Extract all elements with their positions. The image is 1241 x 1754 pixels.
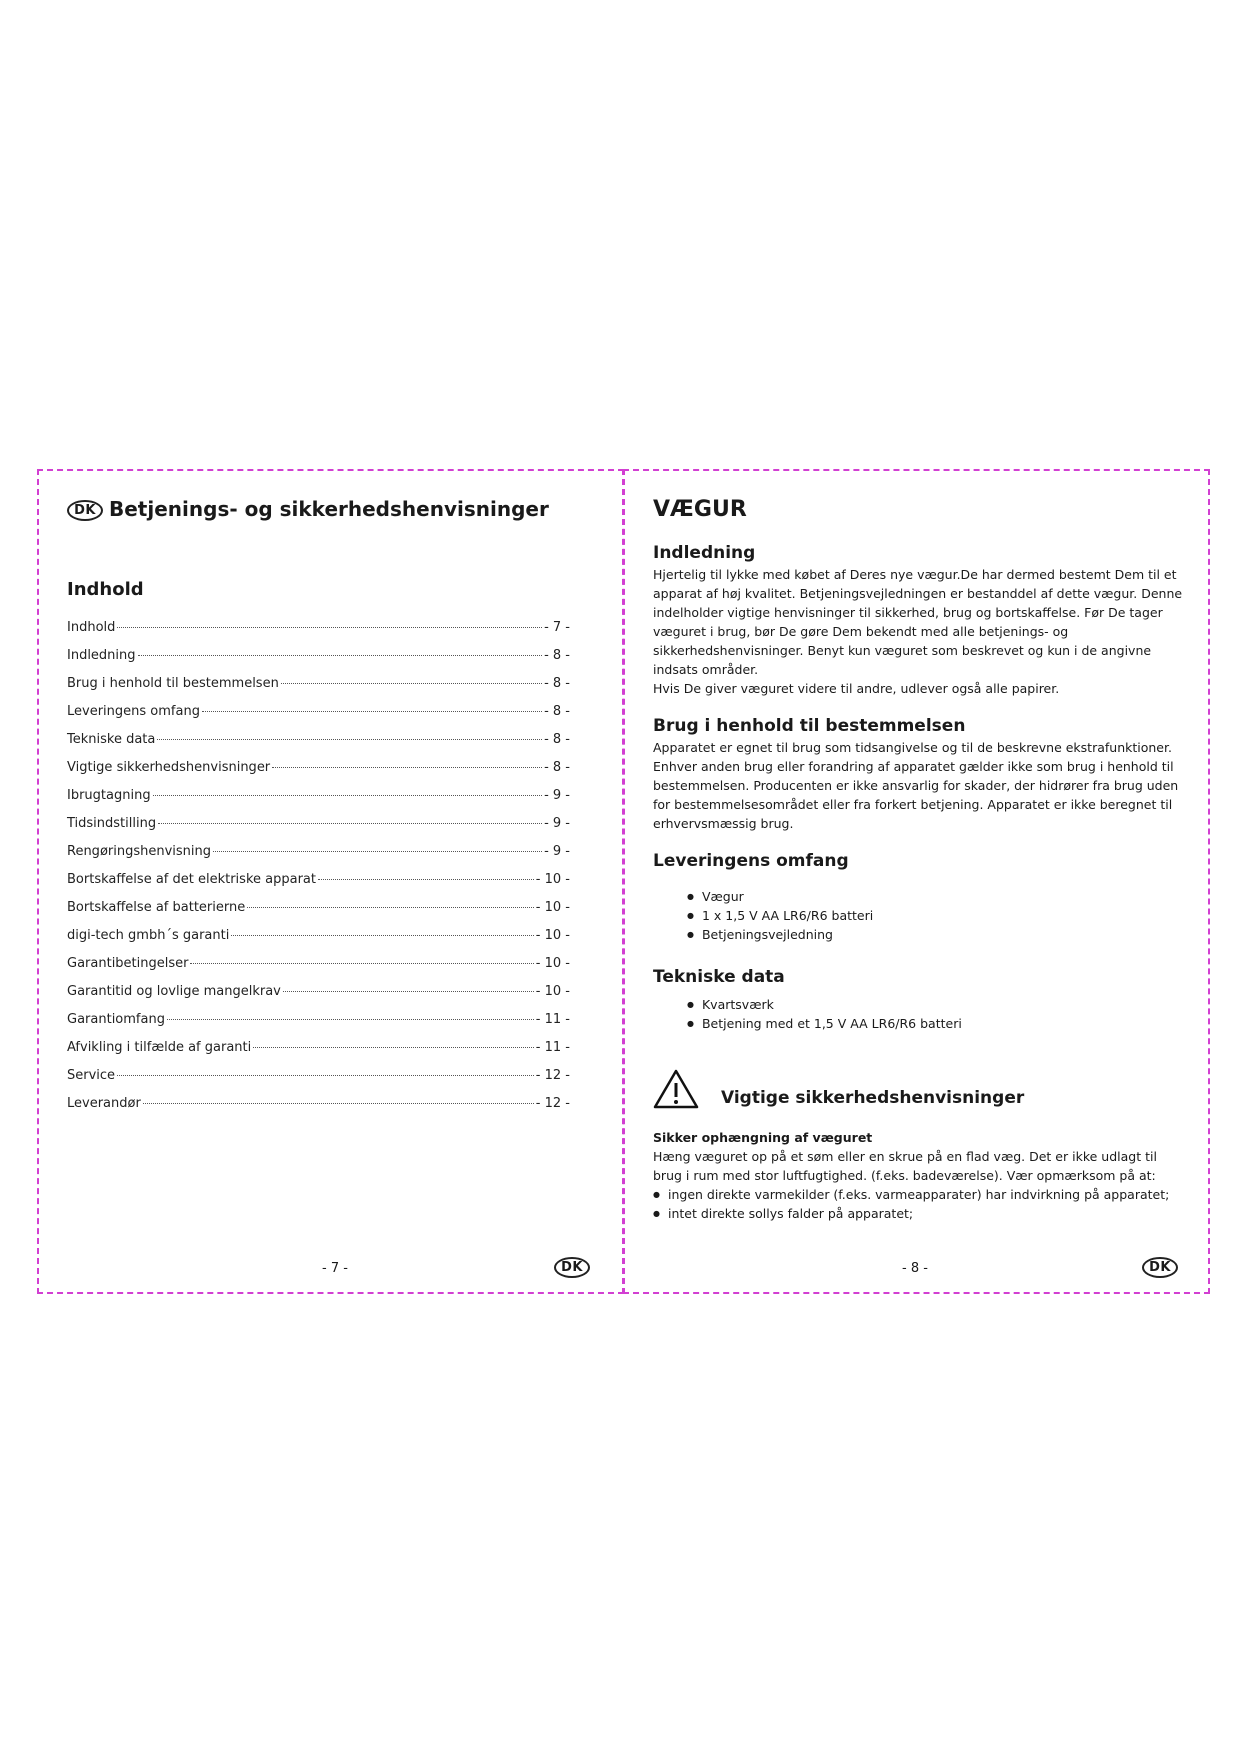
- list-item: ● Betjening med et 1,5 V AA LR6/R6 batteri: [687, 1014, 1185, 1033]
- toc-label: Tidsindstilling: [67, 816, 157, 831]
- toc-label: Rengøringshenvisning: [67, 844, 212, 859]
- toc-page: - 8 -: [544, 760, 570, 775]
- toc-label: Leverandør: [67, 1096, 141, 1111]
- toc-leader: [202, 711, 542, 712]
- toc-leader: [272, 767, 542, 768]
- toc-entry: [67, 676, 570, 704]
- toc-label: Leveringens omfang: [67, 704, 200, 719]
- toc-page: - 10 -: [535, 928, 570, 943]
- toc-label: Indledning: [67, 648, 136, 663]
- toc-leader: [117, 1075, 534, 1076]
- toc-page: - 9 -: [544, 816, 570, 831]
- safety-section: [653, 1128, 1185, 1223]
- toc-label: Bortskaffelse af det elektriske apparat: [67, 872, 316, 887]
- toc-page: - 11 -: [535, 1012, 570, 1027]
- tech-list: [653, 995, 1185, 1033]
- toc-leader: [158, 823, 542, 824]
- dk-badge: DK: [554, 1257, 590, 1278]
- toc-label: Garantiomfang: [67, 1012, 165, 1027]
- toc-leader: [213, 851, 542, 852]
- toc-page: - 9 -: [544, 788, 570, 803]
- toc-leader: [143, 1103, 534, 1104]
- toc-entry: [67, 788, 570, 816]
- scope-heading: Leveringens omfang: [653, 851, 849, 871]
- toc-entry: [67, 704, 570, 732]
- usage-section: [653, 716, 1185, 833]
- toc-entry: [67, 928, 570, 956]
- toc-page: - 7 -: [544, 620, 570, 635]
- intro-text-2: Hvis De giver væguret videre til andre, udlever også alle papirer.: [653, 681, 1060, 696]
- toc-label: digi-tech gmbh´s garanti: [67, 928, 230, 943]
- toc-label: Indhold: [67, 620, 116, 635]
- intro-section: [653, 543, 1185, 698]
- toc-leader: [157, 739, 542, 740]
- toc-entry: [67, 984, 570, 1012]
- scope-list: [653, 887, 1185, 944]
- left-page: [37, 469, 624, 1294]
- toc-leader: [117, 627, 542, 628]
- dk-badge: DK: [1142, 1257, 1178, 1278]
- toc-page: - 9 -: [544, 844, 570, 859]
- page-title: VÆGUR: [653, 497, 747, 522]
- dk-badge: DK: [67, 500, 103, 521]
- toc-entry: [67, 844, 570, 872]
- toc-label: Garantibetingelser: [67, 956, 189, 971]
- list-item: ● ingen direkte varmekilder (f.eks. varmeapparater) har indvirkning på apparatet;: [653, 1185, 1185, 1204]
- toc-leader: [283, 991, 534, 992]
- toc-label: Brug i henhold til bestemmelsen: [67, 676, 279, 691]
- toc-leader: [318, 879, 534, 880]
- toc-entry: [67, 648, 570, 676]
- warning-triangle-icon: [653, 1068, 699, 1114]
- usage-text: Apparatet er egnet til brug som tidsangivelse og til de beskrevne ekstrafunktioner. Enhver anden brug eller forandring af apparatet gælder ikke som brug i henhold til bestemmelsen. Producenten er ikke ansvarlig for skader, der hidrører fra brug uden for bestemmelsesområdet eller fra forkert betjening. Apparatet er ikke beregnet til erhvervsmæssig brug.: [653, 740, 1179, 831]
- toc-page: - 10 -: [535, 900, 570, 915]
- page-number: - 8 -: [902, 1261, 928, 1276]
- toc-entry: [67, 1040, 570, 1068]
- intro-heading: Indledning: [653, 543, 756, 563]
- toc-page: - 8 -: [544, 648, 570, 663]
- safety-subheading: Sikker ophængning af væguret: [653, 1130, 873, 1145]
- toc-leader: [153, 795, 542, 796]
- toc-page: - 12 -: [535, 1068, 570, 1083]
- toc-page: - 10 -: [535, 956, 570, 971]
- toc-label: Afvikling i tilfælde af garanti: [67, 1040, 252, 1055]
- toc-leader: [190, 963, 533, 964]
- toc-label: Vigtige sikkerhedshenvisninger: [67, 760, 271, 775]
- toc-page: - 8 -: [544, 704, 570, 719]
- toc-leader: [253, 1047, 534, 1048]
- toc-entry: [67, 1096, 570, 1124]
- toc-entry: [67, 732, 570, 760]
- safety-list: [653, 1185, 1185, 1223]
- toc-entry: [67, 760, 570, 788]
- intro-text: Hjertelig til lykke med købet af Deres nye vægur.De har dermed bestemt Dem til et apparat af høj kvalitet. Betjeningsvejledningen er bestanddel af dette vægur. Denne indelholder vigtige henvisninger til sikkerhed, brug og bortskaffelse. Før De tager væguret i brug, bør De gøre Dem bekendt med alle betjenings- og sikkerhedshenvisninger. Benyt kun væguret som beskrevet og kun i de angivne indsats områder.: [653, 567, 1183, 677]
- safety-heading: Vigtige sikkerhedshenvisninger: [721, 1088, 1025, 1108]
- toc-entry: [67, 620, 570, 648]
- list-item: ● Vægur: [687, 887, 1185, 906]
- toc-page: - 12 -: [535, 1096, 570, 1111]
- toc-heading: Indhold: [67, 579, 144, 600]
- toc-page: - 10 -: [535, 872, 570, 887]
- table-of-contents: [67, 620, 570, 1124]
- right-page: [623, 469, 1210, 1294]
- toc-label: Garantitid og lovlige mangelkrav: [67, 984, 281, 999]
- toc-page: - 8 -: [544, 676, 570, 691]
- list-item: ● 1 x 1,5 V AA LR6/R6 batteri: [687, 906, 1185, 925]
- toc-leader: [167, 1019, 534, 1020]
- tech-section: [653, 967, 1185, 1033]
- toc-page: - 10 -: [535, 984, 570, 999]
- list-item: ● intet direkte sollys falder på apparatet;: [653, 1204, 1185, 1223]
- toc-label: Ibrugtagning: [67, 788, 151, 803]
- tech-heading: Tekniske data: [653, 967, 785, 987]
- toc-label: Tekniske data: [67, 732, 156, 747]
- toc-entry: [67, 900, 570, 928]
- toc-leader: [231, 935, 533, 936]
- toc-leader: [281, 683, 542, 684]
- toc-entry: [67, 1068, 570, 1096]
- left-page-title: [67, 497, 549, 521]
- scope-section: [653, 851, 1185, 944]
- toc-label: Bortskaffelse af batterierne: [67, 900, 246, 915]
- toc-leader: [138, 655, 543, 656]
- toc-page: - 8 -: [544, 732, 570, 747]
- safety-text: Hæng væguret op på et søm eller en skrue på en flad væg. Det er ikke udlagt til brug i rum med stor luftfugtighed. (f.eks. badeværelse). Vær opmærksom på at:: [653, 1149, 1157, 1183]
- toc-entry: [67, 956, 570, 984]
- title-text: Betjenings- og sikkerhedshenvisninger: [109, 497, 549, 521]
- list-item: ● Kvartsværk: [687, 995, 1185, 1014]
- toc-entry: [67, 1012, 570, 1040]
- toc-entry: [67, 816, 570, 844]
- toc-label: Service: [67, 1068, 116, 1083]
- toc-page: - 11 -: [535, 1040, 570, 1055]
- list-item: ● Betjeningsvejledning: [687, 925, 1185, 944]
- usage-heading: Brug i henhold til bestemmelsen: [653, 716, 966, 736]
- toc-entry: [67, 872, 570, 900]
- page-number: - 7 -: [322, 1261, 348, 1276]
- toc-leader: [247, 907, 534, 908]
